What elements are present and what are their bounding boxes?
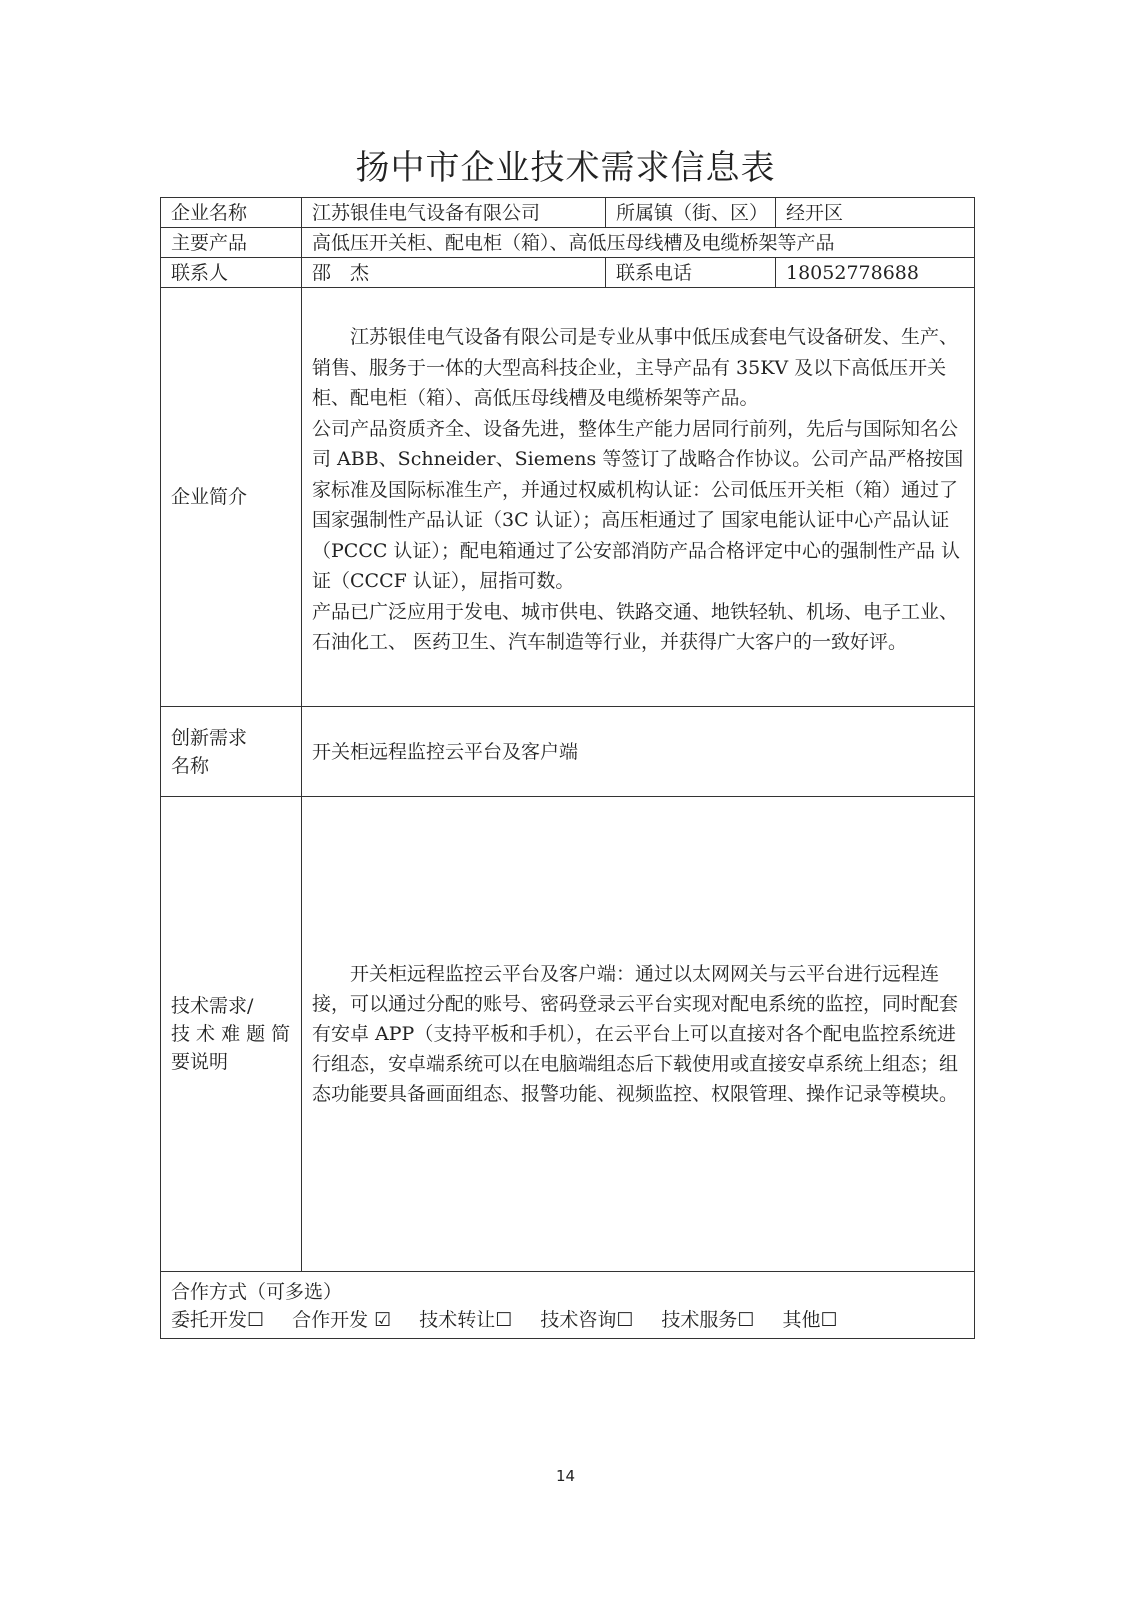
products-label: 主要产品: [161, 228, 302, 258]
town-label: 所属镇（街、区）: [606, 198, 776, 228]
town-value: 经开区: [776, 198, 975, 228]
contact-label: 联系人: [161, 258, 302, 288]
intro-cell: [302, 288, 975, 707]
cooperation-label: 合作方式（可多选）: [171, 1281, 343, 1303]
demand-desc-label-line-2: 技 术 难 题 简: [171, 1023, 291, 1045]
option-other[interactable]: 其他☐: [782, 1309, 838, 1331]
phone-label: 联系电话: [606, 258, 776, 288]
row-contact: [161, 258, 975, 288]
page-number: 14: [555, 1467, 576, 1485]
option-joint-dev[interactable]: 合作开发 ☑: [292, 1309, 392, 1331]
cooperation-cell: [161, 1272, 975, 1339]
company-name-label: 企业名称: [161, 198, 302, 228]
demand-info-table: [160, 197, 975, 1339]
option-tech-transfer[interactable]: 技术转让☐: [419, 1309, 513, 1331]
intro-paragraph-1: 江苏银佳电气设备有限公司是专业从事中低压成套电气设备研发、生产、销售、服务于一体的大型高科技企业，主导产品有 35KV 及以下高低压开关柜、配电柜（箱）、高低压母线槽及电缆桥架等产品。: [312, 326, 959, 409]
demand-desc-text: 开关柜远程监控云平台及客户端：通过以太网网关与云平台进行远程连接，可以通过分配的账号、密码登录云平台实现对配电系统的监控，同时配套有安卓 APP（支持平板和手机），在云平台上可以直接对各个配电监控系统进行组态，安卓端系统可以在电脑端组态后下载使用或直接安卓系统上组态；组态功能要具备画面组态、报警功能、视频监控、权限管理、操作记录等模块。: [312, 963, 959, 1105]
intro-paragraph-2: 公司产品资质齐全、设备先进，整体生产能力居同行前列，先后与国际知名公司 ABB、Schneider、Siemens 等签订了战略合作协议。公司产品严格按国家标准及国际标准生产，并通过权威机构认证：公司低压开关柜（箱）通过了国家强制性产品认证（3C 认证）；高压柜通过了 国家电能认证中心产品认证（PCCC 认证）；配电箱通过了公安部消防产品合格评定中心的强制性产品 认证（CCCF 认证），屈指可数。: [312, 417, 964, 592]
document-title: 扬中市企业技术需求信息表: [355, 148, 776, 188]
demand-name-label: [161, 707, 302, 797]
intro-label: 企业简介: [161, 288, 302, 707]
company-name-value: 江苏银佳电气设备有限公司: [302, 198, 606, 228]
row-demand-desc: [161, 797, 975, 1272]
demand-desc-label: [161, 797, 302, 1272]
demand-desc-label-line-3: 要说明: [171, 1051, 229, 1073]
contact-value: 邵 杰: [302, 258, 606, 288]
products-value: 高低压开关柜、配电柜（箱）、高低压母线槽及电缆桥架等产品: [302, 228, 975, 258]
row-intro: [161, 288, 975, 707]
row-company-name: [161, 198, 975, 228]
demand-desc-label-line-1: 技术需求/: [171, 995, 254, 1017]
cooperation-options: [171, 1306, 964, 1334]
demand-name-value: 开关柜远程监控云平台及客户端: [302, 707, 975, 797]
demand-desc-cell: [302, 797, 975, 1272]
demand-name-label-line-2: 名称: [171, 754, 210, 777]
demand-name-label-line-1: 创新需求: [171, 726, 248, 749]
option-tech-service[interactable]: 技术服务☐: [661, 1309, 755, 1331]
intro-paragraph-3: 产品已广泛应用于发电、城市供电、铁路交通、地铁轻轨、机场、电子工业、石油化工、 医药卫生、汽车制造等行业，并获得广大客户的一致好评。: [312, 600, 959, 653]
row-products: [161, 228, 975, 258]
option-tech-consulting[interactable]: 技术咨询☐: [540, 1309, 634, 1331]
row-demand-name: [161, 707, 975, 797]
phone-value: 18052778688: [776, 258, 975, 288]
row-cooperation: [161, 1272, 975, 1339]
option-commissioned-dev[interactable]: 委托开发☐: [171, 1309, 265, 1331]
